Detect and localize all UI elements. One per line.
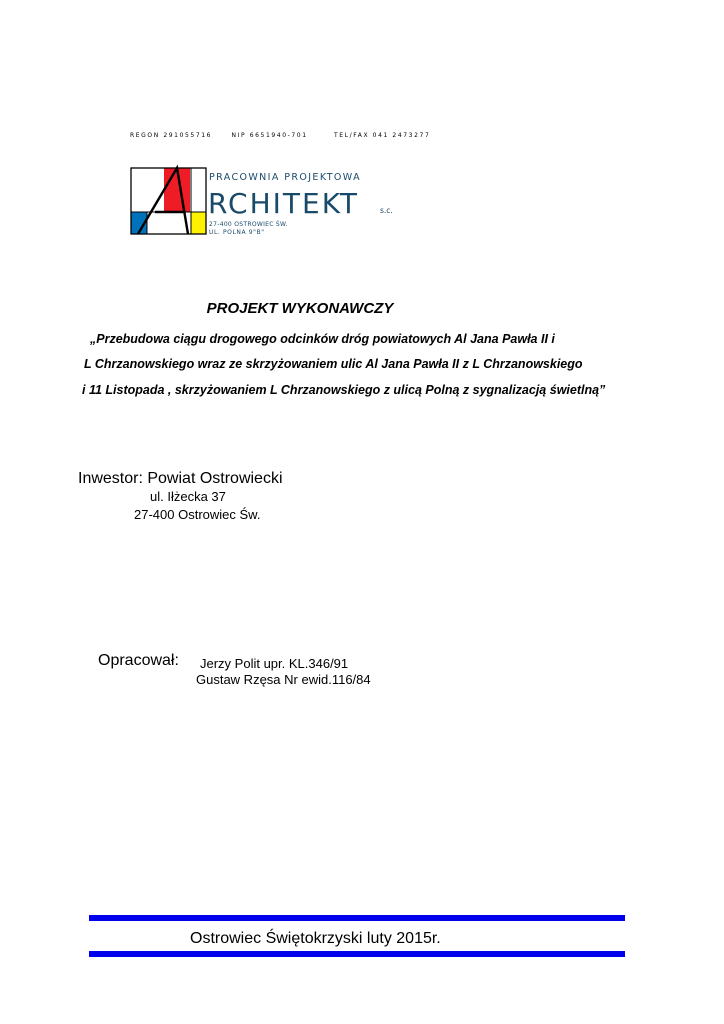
investor-city: 27-400 Ostrowiec Św.: [134, 507, 261, 522]
logo-studio-label: PRACOWNIA PROJEKTOWA: [209, 172, 361, 183]
investor-label: Inwestor: Powiat Ostrowiecki: [78, 470, 283, 487]
footer-rule-top: [89, 915, 625, 921]
document-title: PROJEKT WYKONAWCZY: [206, 300, 394, 317]
prepared-by-label: Opracował:: [98, 652, 179, 669]
logo-company-name: RCHITEKT: [208, 187, 360, 220]
project-description-line-3: i 11 Listopada , skrzyżowaniem L Chrzanowskiego z ulicą Polną z sygnalizacją świetlną”: [82, 383, 606, 397]
investor-street: ul. Iłżecka 37: [150, 489, 226, 504]
architekt-logo: [128, 164, 412, 246]
prepared-by-person-1: Jerzy Polit upr. KL.346/91: [200, 656, 349, 671]
logo-address-street: UL. POLNA 9"B": [209, 229, 265, 236]
footer-rule-bottom: [89, 951, 625, 957]
logo-address-city: 27-400 OSTROWIEC ŚW.: [209, 221, 288, 228]
prepared-by-person-2: Gustaw Rzęsa Nr ewid.116/84: [196, 672, 371, 687]
project-description-line-2: L Chrzanowskiego wraz ze skrzyżowaniem ulic Al Jana Pawła II z L Chrzanowskiego: [84, 357, 583, 371]
telfax-number: TEL/FAX 041 2473277: [334, 132, 431, 139]
place-and-date: Ostrowiec Świętokrzyski luty 2015r.: [190, 930, 441, 947]
regon-number: REGON 291055716: [130, 132, 213, 139]
nip-number: NIP 6651940-701: [231, 132, 308, 139]
company-registration-line: [130, 132, 430, 139]
logo-yellow-block: [191, 212, 206, 234]
project-description-line-1: „Przebudowa ciągu drogowego odcinków dróg powiatowych Al Jana Pawła II i: [90, 332, 555, 346]
logo-company-suffix: s.c.: [380, 206, 393, 215]
